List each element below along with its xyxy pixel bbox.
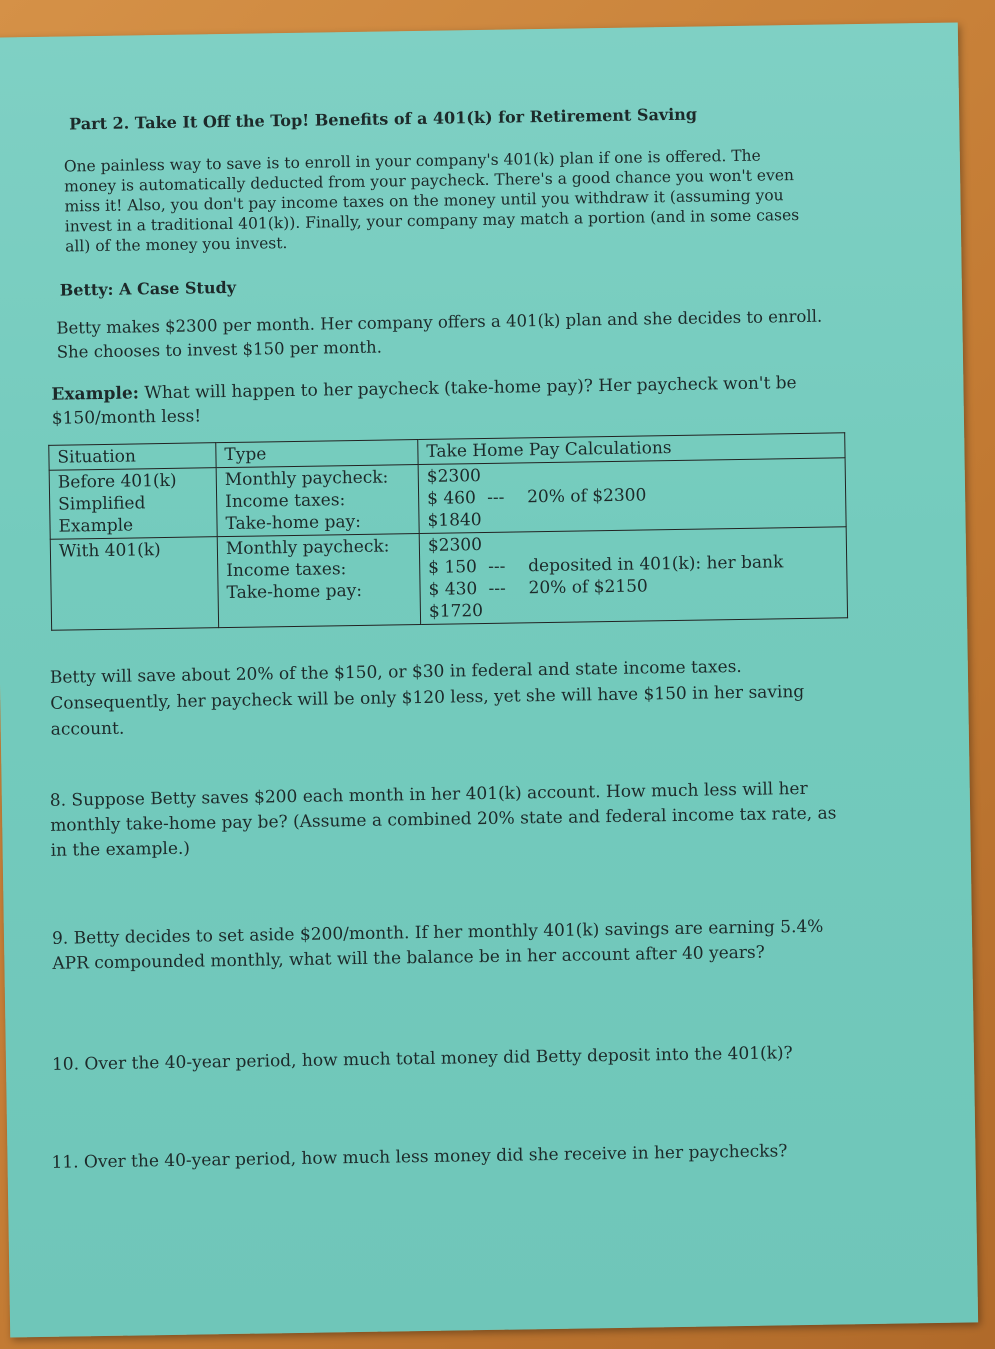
cell-situation-with — [50, 537, 218, 631]
question-11: 11. Over the 40-year period, how much less money did she receive in her paychecks? — [51, 1141, 788, 1173]
cell-type-with — [217, 533, 420, 627]
calc-note: 20% of $2150 — [528, 576, 648, 599]
case-study-heading: Betty: A Case Study — [59, 277, 237, 300]
dash-separator: --- — [486, 487, 505, 508]
calculation-table — [48, 432, 848, 630]
cell-calc-before — [418, 458, 846, 534]
amount: $ 430 — [428, 579, 478, 600]
dash-separator: --- — [488, 556, 506, 577]
type-line: Monthly paycheck: — [224, 467, 389, 491]
example-text: What will happen to her paycheck (take-home pay)? Her paycheck won't be $150/month less! — [51, 373, 797, 429]
cell-calc-with — [419, 527, 847, 625]
header-type: Type — [216, 440, 418, 468]
calc-note: deposited in 401(k): her bank — [528, 552, 784, 577]
amount: $ 460 — [426, 488, 476, 509]
amount: $1840 — [427, 510, 482, 531]
type-line: Take-home pay: — [226, 580, 363, 604]
header-calculations: Take Home Pay Calculations — [418, 433, 845, 465]
type-line: Income taxes: — [226, 559, 347, 582]
example-paragraph — [51, 371, 832, 431]
type-line: Take-home pay: — [225, 511, 362, 535]
situation-line: With 401(k) — [58, 540, 161, 562]
intro-paragraph: One painless way to save is to enroll in your company's 401(k) plan if one is offered. The money is automatically deducted from your paycheck. There's a good chance you won't even miss it! Also, you don't pay income taxes on the money until you withdraw it (assuming you invest in a traditional 401(k)). Finally, your company may match a portion (and in some cases all) of the money you invest. — [63, 146, 800, 256]
example-label: Example: — [51, 383, 140, 405]
summary-paragraph: Betty will save about 20% of the $150, or $30 in federal and state income taxes. Consequently, her paycheck will be only $120 less, yet she will have $150 in her saving account. — [49, 656, 805, 740]
amount: $ 150 — [428, 557, 478, 578]
header-situation: Situation — [49, 443, 216, 471]
situation-line: Example — [58, 515, 134, 537]
case-study-body: Betty makes $2300 per month. Her company offers a 401(k) plan and she decides to enroll. She chooses to invest $150 per month. — [56, 306, 823, 362]
table-row-before — [49, 458, 846, 539]
situation-line: Before 401(k) — [57, 470, 177, 493]
question-8: 8. Suppose Betty saves $200 each month in her 401(k) account. How much less will her monthly take-home pay be? (Assume a combined 20% state and federal income tax rate, as in the example.) — [49, 778, 837, 861]
table-row-with — [50, 527, 847, 630]
amount: $2300 — [427, 535, 483, 556]
question-10: 10. Over the 40-year period, how much total money did Betty deposit into the 401(k)? — [51, 1043, 793, 1075]
amount: $2300 — [426, 466, 482, 487]
cell-situation-before — [49, 468, 217, 540]
worksheet-page — [0, 22, 978, 1337]
amount: $1720 — [428, 601, 484, 622]
dash-separator: --- — [488, 578, 506, 599]
question-9: 9. Betty decides to set aside $200/month. If her monthly 401(k) savings are earning 5.4% APR compounded monthly, what will the balance be in her account after 40 years? — [51, 916, 824, 974]
section-title: Part 2. Take It Off the Top! Benefits of a 401(k) for Retirement Saving — [69, 104, 698, 134]
cell-type-before — [216, 465, 419, 537]
type-line: Income taxes: — [225, 490, 346, 513]
situation-line: Simplified — [58, 493, 146, 515]
calc-note: 20% of $2300 — [526, 485, 647, 508]
type-line: Monthly paycheck: — [225, 536, 390, 560]
